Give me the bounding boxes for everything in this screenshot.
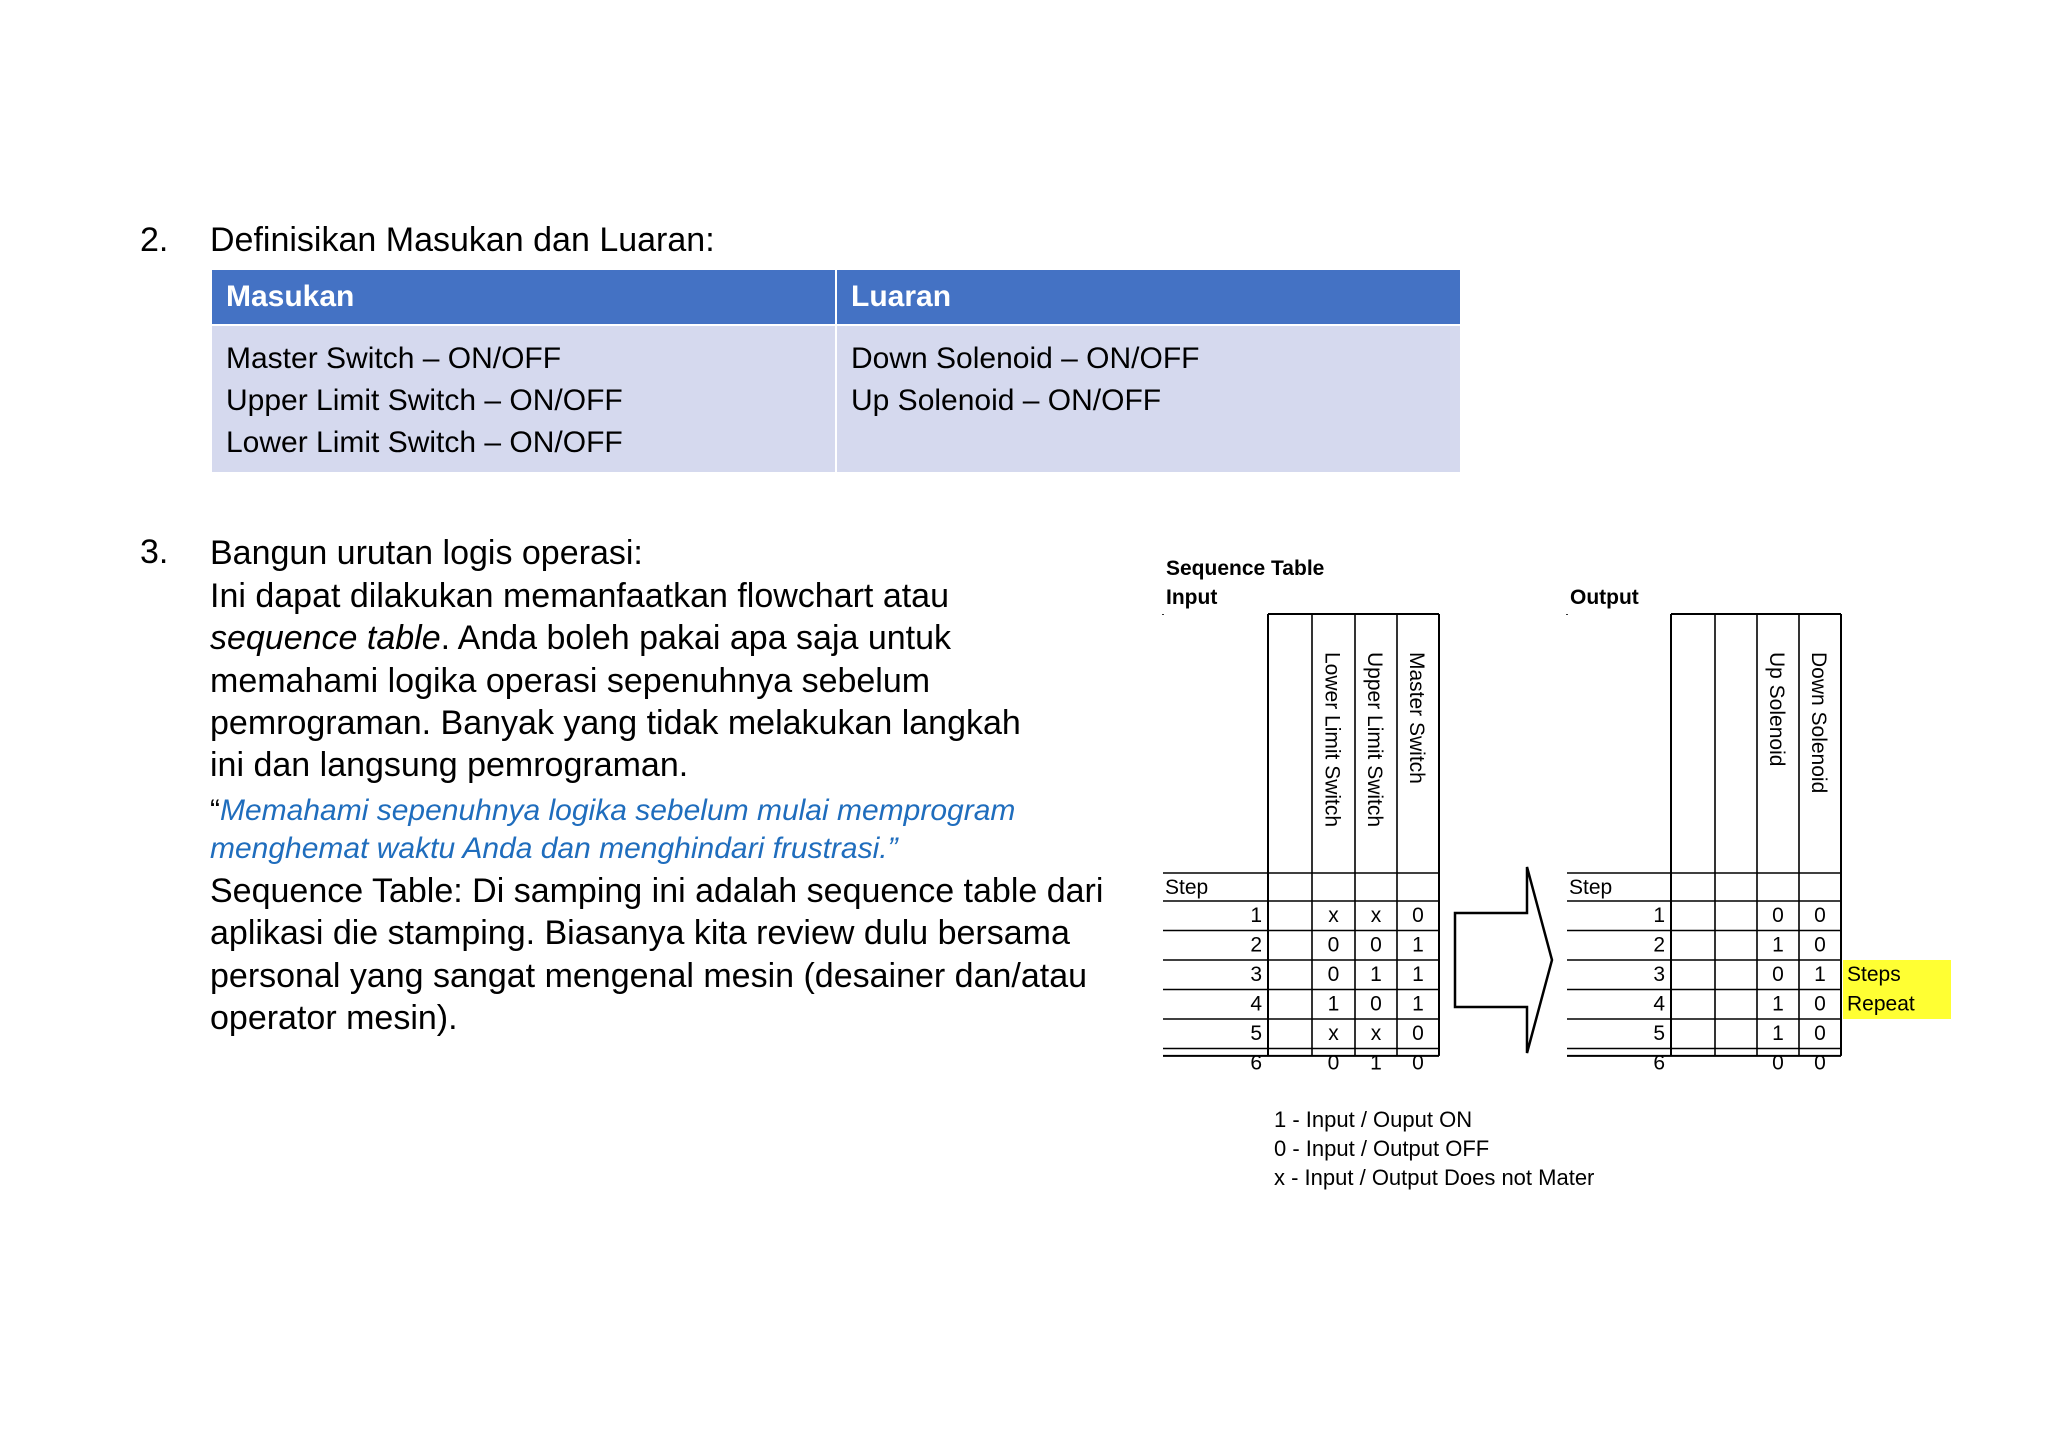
arrow-right-icon xyxy=(1455,867,1552,1053)
input-table-cell-value: 0 xyxy=(1370,992,1382,1016)
input-output-table xyxy=(210,268,1462,474)
section-2-heading: Definisikan Masukan dan Luaran: xyxy=(210,221,715,259)
output-table-step-number: 2 xyxy=(1653,933,1665,957)
input-table-step-number: 6 xyxy=(1250,1051,1262,1075)
input-table-column-header: Lower Limit Switch xyxy=(1320,652,1344,828)
input-table-step-number: 3 xyxy=(1250,963,1262,986)
output-table-cell-value: 1 xyxy=(1772,1022,1784,1045)
input-table-column-header: Upper Limit Switch xyxy=(1363,652,1386,828)
quote-line: “Memahami sepenuhnya logika sebelum mulai memprogram xyxy=(210,794,1016,827)
input-item: Lower Limit Switch – ON/OFF xyxy=(226,426,623,459)
section-2-number: 2. xyxy=(140,221,169,259)
legend-item: 1 - Input / Ouput ON xyxy=(1274,1107,1473,1132)
input-table-cell-value: 0 xyxy=(1370,933,1382,957)
paragraph-line: Ini dapat dilakukan memanfaatkan flowchart atau xyxy=(210,577,950,615)
input-table-cell-value: 0 xyxy=(1412,904,1424,927)
input-table-cell-value: 1 xyxy=(1412,992,1424,1016)
outputs-cell xyxy=(836,325,1461,473)
sequence-table-title: Sequence Table xyxy=(1166,557,1325,580)
output-table-cell-value: 0 xyxy=(1772,963,1784,986)
output-table-step-number: 6 xyxy=(1653,1051,1665,1075)
output-table-step-label: Step xyxy=(1569,876,1613,899)
output-table-cell-value: 1 xyxy=(1772,933,1784,957)
input-label: Input xyxy=(1166,586,1218,609)
input-table-cell-value: 1 xyxy=(1370,963,1382,986)
input-table-step-label: Step xyxy=(1165,876,1209,899)
output-table-step-number: 1 xyxy=(1653,904,1665,927)
italic-term: sequence table xyxy=(210,619,441,657)
output-table-cell-value: 1 xyxy=(1814,963,1826,986)
legend-item: x - Input / Output Does not Mater xyxy=(1274,1165,1595,1190)
output-table-step-number: 5 xyxy=(1653,1022,1665,1045)
input-table-cell-value: 0 xyxy=(1412,1051,1424,1075)
input-table-cell-value: 1 xyxy=(1412,933,1424,957)
input-table-cell-value: 1 xyxy=(1370,1051,1382,1075)
header-luaran: Luaran xyxy=(836,269,1461,325)
output-table-column-header: Down Solenoid xyxy=(1807,652,1830,794)
input-table-step-number: 4 xyxy=(1250,992,1262,1016)
output-table-cell-value: 0 xyxy=(1772,904,1784,927)
input-table-cell-value: 1 xyxy=(1412,963,1424,986)
input-table-column-header: Master Switch xyxy=(1405,652,1428,784)
output-table-step-number: 4 xyxy=(1653,992,1665,1016)
input-table-cell-value: 0 xyxy=(1327,933,1340,957)
output-table-cell-value: 0 xyxy=(1772,1051,1784,1075)
input-table-step-number: 2 xyxy=(1250,933,1262,957)
output-table-cell-value: 0 xyxy=(1814,904,1826,927)
output-table-cell-value: 0 xyxy=(1814,1022,1826,1045)
paragraph-line: ini dan langsung pemrograman. xyxy=(210,746,689,784)
input-table-cell-value: x xyxy=(1370,904,1382,927)
output-item: Down Solenoid – ON/OFF xyxy=(851,342,1200,375)
output-table-cell-value: 0 xyxy=(1814,933,1826,957)
input-item: Upper Limit Switch – ON/OFF xyxy=(226,384,623,417)
paragraph-line: Sequence Table: Di samping ini adalah sequence table dari xyxy=(210,872,1104,910)
output-item: Up Solenoid – ON/OFF xyxy=(851,384,1162,417)
input-table-cell-value: 0 xyxy=(1327,963,1340,986)
input-table-cell-value: 0 xyxy=(1412,1022,1424,1045)
paragraph-line: aplikasi die stamping. Biasanya kita review dulu bersama xyxy=(210,914,1070,952)
input-table-step-number: 5 xyxy=(1250,1022,1262,1045)
output-table-cell-value: 0 xyxy=(1814,992,1826,1016)
paragraph-line: personal yang sangat mengenal mesin (desainer dan/atau xyxy=(210,957,1088,995)
repeat-note: Repeat xyxy=(1847,992,1915,1016)
input-item: Master Switch – ON/OFF xyxy=(226,342,562,375)
header-masukan: Masukan xyxy=(211,269,836,325)
input-table-step-number: 1 xyxy=(1250,904,1262,927)
output-table-column-header: Up Solenoid xyxy=(1765,652,1788,767)
output-table-cell-value: 1 xyxy=(1772,992,1784,1016)
input-table-cell-value: x xyxy=(1370,1022,1382,1045)
output-label: Output xyxy=(1570,586,1639,609)
output-table-step-number: 3 xyxy=(1653,963,1665,986)
input-table-cell-value: x xyxy=(1328,1022,1339,1045)
repeat-note: Steps xyxy=(1847,963,1901,986)
input-table-cell-value: 1 xyxy=(1327,992,1340,1016)
legend-item: 0 - Input / Output OFF xyxy=(1274,1136,1490,1161)
output-table-cell-value: 0 xyxy=(1814,1051,1826,1075)
input-table-cell-value: x xyxy=(1328,904,1339,927)
inputs-cell xyxy=(211,325,836,473)
paragraph-line: operator mesin). xyxy=(210,999,458,1037)
section-3-number: 3. xyxy=(140,533,169,571)
paragraph-line: pemrograman. Banyak yang tidak melakukan langkah xyxy=(210,704,1021,742)
paragraph-line: memahami logika operasi sepenuhnya sebelum xyxy=(210,662,931,700)
section-3-heading: Bangun urutan logis operasi: xyxy=(210,534,643,572)
paragraph-line: sequence table. Anda boleh pakai apa saja untuk xyxy=(210,619,952,657)
quote-line: menghemat waktu Anda dan menghindari frustrasi.” xyxy=(210,832,898,865)
input-table-cell-value: 0 xyxy=(1327,1051,1340,1075)
